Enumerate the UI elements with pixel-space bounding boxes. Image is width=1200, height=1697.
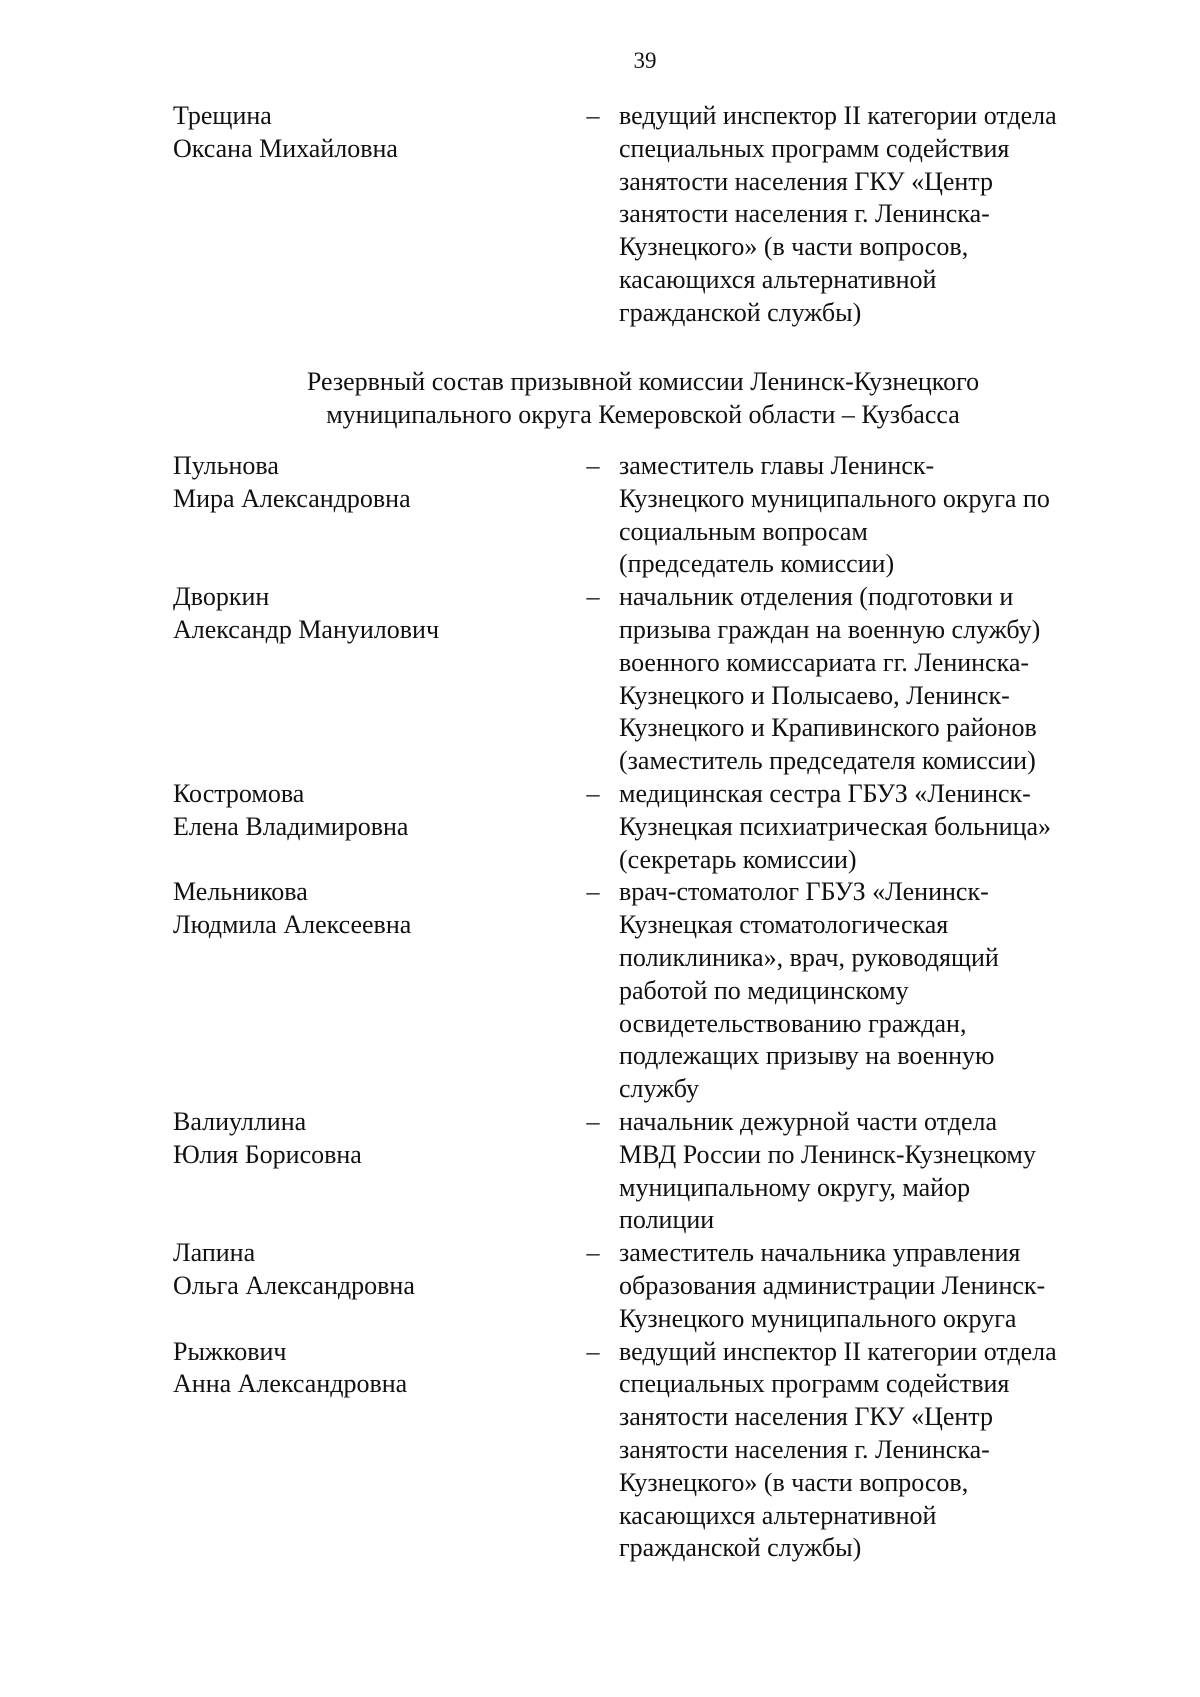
member-role	[619, 581, 1099, 778]
member-surname: Трещина	[173, 101, 272, 130]
member-surname: Лапина	[173, 1238, 256, 1268]
member-surname: Костромова	[173, 778, 305, 808]
reserve-member-list	[173, 450, 1133, 1565]
top-member-list	[173, 100, 1133, 330]
role-line: медицинская сестра ГБУЗ «Ленинск-	[619, 778, 1031, 808]
section-heading-line: муниципального округа Кемеровской области – Кузбасса	[326, 400, 960, 429]
dash-separator: –	[586, 778, 600, 808]
page-number: 39	[633, 48, 657, 73]
dash-separator: –	[586, 877, 600, 907]
section-heading-line: Резервный состав призывной комиссии Ленинск-Кузнецкого	[306, 367, 980, 396]
member-surname: Рыжкович	[173, 1336, 287, 1366]
member-given-names: Ольга Александровна	[173, 1270, 415, 1300]
member-entry	[173, 1336, 1133, 1566]
member-name	[173, 581, 553, 647]
role-line: заместитель главы Ленинск-	[619, 451, 935, 480]
member-surname: Мельникова	[173, 877, 308, 907]
dash-separator: –	[586, 582, 600, 612]
member-surname: Валиуллина	[173, 1106, 307, 1136]
member-entry	[173, 581, 1133, 778]
member-role	[619, 778, 1099, 876]
member-name	[173, 876, 553, 942]
role-line: начальник дежурной части отдела	[619, 1106, 998, 1136]
member-role	[619, 1336, 1099, 1566]
member-name	[173, 1106, 553, 1172]
dash-separator: –	[586, 1336, 600, 1366]
role-line: занятости населения г. Ленинска-	[619, 1434, 990, 1464]
role-line: занятости населения ГКУ «Центр	[619, 166, 993, 196]
member-entry	[173, 1237, 1133, 1335]
role-line: (секретарь комиссии)	[619, 844, 857, 874]
role-line: гражданской службы)	[619, 297, 862, 327]
role-line: работой по медицинскому	[619, 975, 909, 1005]
role-line: социальным вопросам	[619, 516, 868, 546]
role-line: подлежащих призыву на военную	[619, 1041, 995, 1071]
member-given-names: Людмила Алексеевна	[173, 910, 412, 940]
role-line: Кузнецкая психиатрическая больница»	[619, 811, 1052, 841]
role-line: ведущий инспектор II категории отдела	[619, 101, 1057, 130]
member-role	[619, 100, 1099, 330]
member-name	[173, 1336, 553, 1402]
role-line: полиции	[619, 1205, 715, 1235]
member-role	[619, 1106, 1099, 1237]
role-line: гражданской службы)	[619, 1533, 862, 1563]
role-line: врач-стоматолог ГБУЗ «Ленинск-	[619, 877, 989, 907]
dash-separator: –	[586, 1238, 600, 1268]
role-line: Кузнецкого и Полысаево, Ленинск-	[619, 680, 1010, 710]
member-entry	[173, 100, 1133, 330]
role-line: специальных программ содействия	[619, 133, 1010, 163]
role-line: военного комиссариата гг. Ленинска-	[619, 647, 1030, 677]
role-line: касающихся альтернативной	[619, 264, 937, 294]
member-entry	[173, 778, 1133, 876]
role-line: (председатель комиссии)	[619, 549, 895, 579]
role-line: ведущий инспектор II категории отдела	[619, 1336, 1057, 1366]
role-line: образования администрации Ленинск-	[619, 1270, 1046, 1300]
role-line: освидетельствованию граждан,	[619, 1008, 967, 1038]
member-entry	[173, 876, 1133, 1106]
member-name	[173, 450, 553, 516]
role-line: заместитель начальника управления	[619, 1238, 1021, 1268]
role-line: (заместитель председателя комиссии)	[619, 746, 1036, 776]
role-line: Кузнецкого» (в части вопросов,	[619, 232, 969, 262]
role-line: Кузнецкая стоматологическая	[619, 910, 949, 940]
role-line: начальник отделения (подготовки и	[619, 582, 1014, 612]
role-line: службу	[619, 1074, 700, 1104]
member-surname: Пульнова	[173, 451, 279, 480]
member-name	[173, 100, 553, 166]
role-line: муниципальному округу, майор	[619, 1172, 971, 1202]
role-line: касающихся альтернативной	[619, 1500, 937, 1530]
member-given-names: Анна Александровна	[173, 1369, 408, 1399]
member-entry	[173, 1106, 1133, 1237]
role-line: МВД России по Ленинск-Кузнецкому	[619, 1139, 1036, 1169]
role-line: Кузнецкого муниципального округа по	[619, 483, 1050, 513]
role-line: призыва граждан на военную службу)	[619, 614, 1041, 644]
member-surname: Дворкин	[173, 582, 270, 612]
member-name	[173, 778, 553, 844]
role-line: Кузнецкого и Крапивинского районов	[619, 713, 1037, 743]
role-line: поликлиника», врач, руководящий	[619, 942, 999, 972]
dash-separator: –	[586, 101, 600, 130]
member-role	[619, 450, 1099, 581]
member-name	[173, 1237, 553, 1303]
role-line: Кузнецкого муниципального округа	[619, 1303, 1017, 1333]
role-line: занятости населения ГКУ «Центр	[619, 1402, 993, 1432]
dash-separator: –	[586, 1106, 600, 1136]
member-given-names: Александр Мануилович	[173, 614, 440, 644]
member-entry	[173, 450, 1133, 581]
section-heading	[173, 365, 1113, 431]
role-line: специальных программ содействия	[619, 1369, 1010, 1399]
dash-separator: –	[586, 451, 600, 480]
role-line: Кузнецкого» (в части вопросов,	[619, 1467, 969, 1497]
member-given-names: Елена Владимировна	[173, 811, 409, 841]
member-given-names: Мира Александровна	[173, 483, 411, 513]
role-line: занятости населения г. Ленинска-	[619, 199, 990, 229]
member-given-names: Оксана Михайловна	[173, 133, 398, 163]
member-role	[619, 1237, 1099, 1335]
member-role	[619, 876, 1099, 1106]
member-given-names: Юлия Борисовна	[173, 1139, 362, 1169]
